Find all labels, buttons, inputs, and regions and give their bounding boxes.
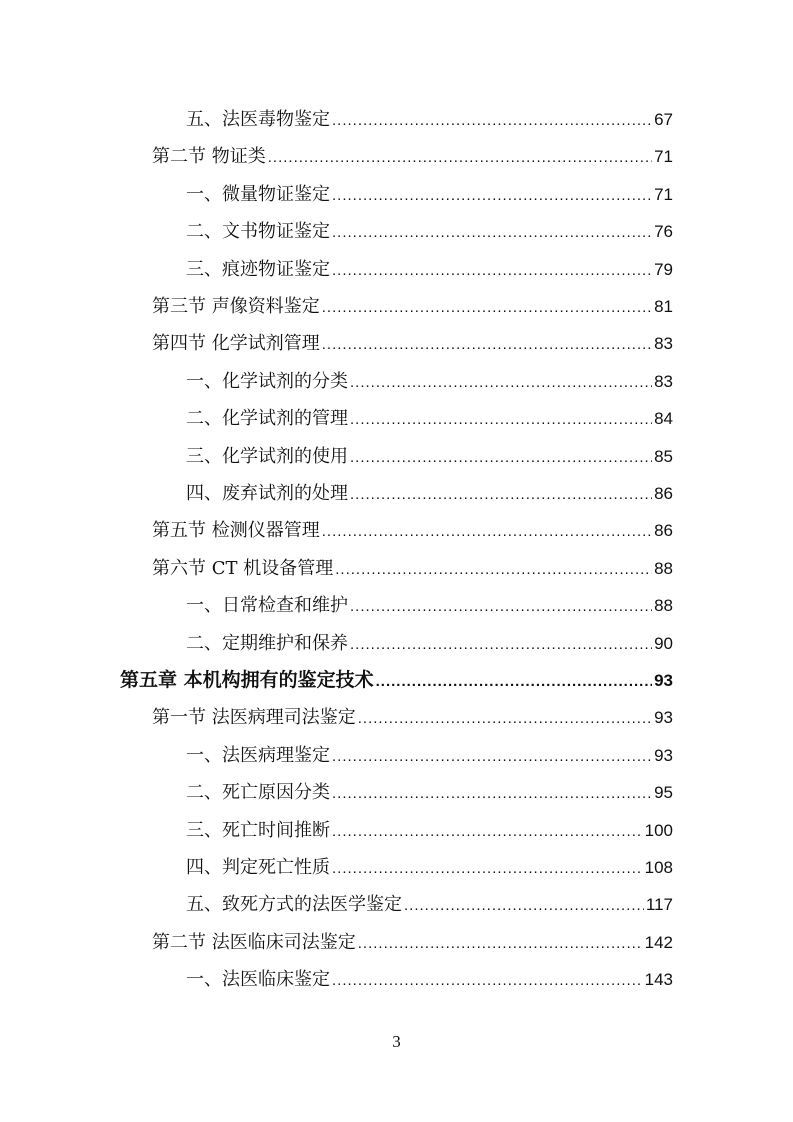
toc-entry[interactable] (186, 101, 673, 138)
toc-entry-page: 76 (654, 222, 673, 241)
toc-leader-dots (350, 401, 652, 438)
toc-entry[interactable] (152, 325, 673, 362)
toc-entry[interactable] (186, 438, 673, 475)
toc-leader-dots (335, 551, 652, 588)
toc-entry-label: 第四节 化学试剂管理 (152, 333, 320, 354)
toc-leader-dots (332, 102, 652, 139)
toc-entry-label: 第三节 声像资料鉴定 (152, 296, 320, 317)
toc-leader-dots (404, 887, 644, 924)
toc-entry-page: 83 (654, 372, 673, 391)
toc-entry-page: 85 (654, 447, 673, 466)
toc-leader-dots (350, 364, 652, 401)
toc-entry[interactable] (152, 512, 673, 549)
toc-entry-page: 88 (654, 596, 673, 615)
toc-entry-page: 86 (654, 521, 673, 540)
toc-entry[interactable] (152, 550, 673, 587)
toc-leader-dots (332, 813, 643, 850)
toc-entry[interactable] (152, 924, 673, 961)
toc-entry[interactable] (186, 774, 673, 811)
toc-entry[interactable] (186, 849, 673, 886)
toc-entry-label: 二、文书物证鉴定 (186, 221, 330, 242)
toc-entry[interactable] (186, 363, 673, 400)
toc-entry-page: 93 (654, 708, 673, 727)
toc-entry[interactable] (186, 213, 673, 250)
toc-leader-dots (332, 252, 652, 289)
toc-entry-label: 一、微量物证鉴定 (186, 184, 330, 205)
toc-entry-label: 一、法医病理鉴定 (186, 745, 330, 766)
toc-entry-page: 93 (654, 671, 673, 690)
toc-entry-label: 四、废弃试剂的处理 (186, 483, 348, 504)
toc-entry[interactable] (186, 886, 673, 923)
toc-entry-label: 第二节 物证类 (152, 146, 266, 167)
toc-entry-label: 二、死亡原因分类 (186, 782, 330, 803)
toc-entry-page: 71 (654, 147, 673, 166)
toc-leader-dots (350, 588, 652, 625)
toc-leader-dots (376, 663, 652, 700)
toc-entry[interactable] (186, 812, 673, 849)
toc-entry-label: 四、判定死亡性质 (186, 857, 330, 878)
toc-leader-dots (350, 626, 652, 663)
toc-entry[interactable] (152, 699, 673, 736)
toc-entry-label: 第六节 CT 机设备管理 (152, 558, 334, 579)
toc-entry[interactable] (186, 400, 673, 437)
toc-entry[interactable] (186, 176, 673, 213)
toc-entry-label: 三、死亡时间推断 (186, 820, 330, 841)
toc-entry[interactable] (186, 587, 673, 624)
toc-entry[interactable] (152, 138, 673, 175)
toc-leader-dots (358, 925, 643, 962)
toc-entry-page: 88 (654, 559, 673, 578)
toc-entry-label: 第一节 法医病理司法鉴定 (152, 707, 356, 728)
toc-entry-label: 一、法医临床鉴定 (186, 969, 330, 990)
toc-entry-label: 第五章 本机构拥有的鉴定技术 (120, 669, 374, 691)
toc-entry-label: 五、法医毒物鉴定 (186, 109, 330, 130)
toc-entry-page: 71 (654, 185, 673, 204)
toc-entry-page: 81 (654, 297, 673, 316)
toc-entry-page: 95 (654, 783, 673, 802)
toc-leader-dots (332, 214, 652, 251)
page-number: 3 (392, 1032, 401, 1051)
toc-entry-page: 84 (654, 409, 673, 428)
toc-entry-label: 第五节 检测仪器管理 (152, 520, 320, 541)
toc-entry[interactable] (186, 961, 673, 998)
toc-leader-dots (332, 850, 643, 887)
toc-entry-page: 86 (654, 484, 673, 503)
toc-entry-page: 143 (644, 970, 673, 989)
toc-entry-page: 67 (654, 110, 673, 129)
toc-entry-label: 一、日常检查和维护 (186, 595, 348, 616)
toc-entry[interactable] (152, 288, 673, 325)
toc-leader-dots (332, 962, 643, 999)
toc-entry-label: 二、定期维护和保养 (186, 633, 348, 654)
toc-entry-page: 142 (644, 933, 673, 952)
toc-entry-page: 83 (654, 334, 673, 353)
toc-entry[interactable] (186, 625, 673, 662)
toc-entry[interactable] (186, 737, 673, 774)
toc-entry-label: 一、化学试剂的分类 (186, 371, 348, 392)
toc-leader-dots (268, 139, 652, 176)
toc-leader-dots (332, 775, 652, 812)
toc-entry-label: 二、化学试剂的管理 (186, 408, 348, 429)
toc-leader-dots (350, 439, 652, 476)
toc-entry-label: 三、化学试剂的使用 (186, 446, 348, 467)
toc-entry-page: 108 (644, 858, 673, 877)
toc-leader-dots (358, 700, 652, 737)
toc-entry-page: 100 (644, 821, 673, 840)
toc-entry[interactable] (186, 475, 673, 512)
toc-entry-label: 五、致死方式的法医学鉴定 (186, 894, 402, 915)
toc-leader-dots (332, 738, 652, 775)
toc-leader-dots (322, 326, 652, 363)
toc-leader-dots (332, 177, 652, 214)
toc-entry-page: 117 (645, 895, 673, 914)
toc-leader-dots (350, 476, 652, 513)
toc-entry-page: 90 (654, 634, 673, 653)
toc-leader-dots (322, 513, 652, 550)
toc-entry-page: 93 (654, 746, 673, 765)
toc-entry-page: 79 (654, 260, 673, 279)
toc-entry[interactable] (120, 662, 673, 699)
toc-leader-dots (322, 289, 652, 326)
toc-entry-label: 三、痕迹物证鉴定 (186, 259, 330, 280)
toc-entry[interactable] (186, 251, 673, 288)
toc-entry-label: 第二节 法医临床司法鉴定 (152, 932, 356, 953)
